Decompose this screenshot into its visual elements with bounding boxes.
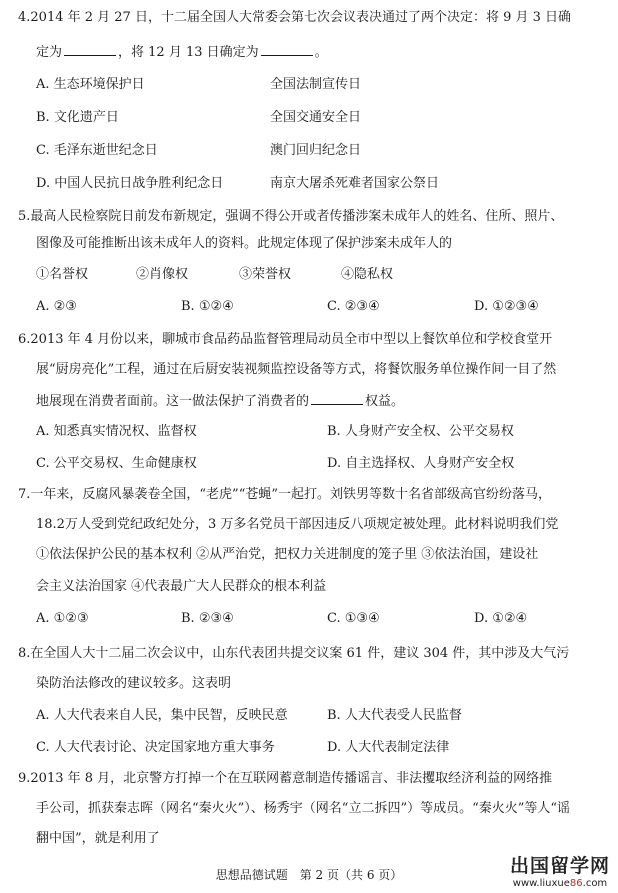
- site-watermark: [510, 851, 610, 889]
- q6-option-b: B. 人身财产安全权、公平交易权: [327, 424, 514, 439]
- q7-option-c: C. ①③④: [327, 611, 380, 626]
- q5-option-a: A. ②③: [36, 299, 77, 314]
- watermark-title: 出国留学网: [509, 855, 610, 877]
- q6-option-c: C. 公平交易权、生命健康权: [36, 456, 197, 471]
- q4-option-a-left: A. 生态环境保护日: [36, 77, 145, 92]
- q4-option-c-right: 澳门回归纪念日: [270, 143, 362, 158]
- q4-option-c-left: C. 毛泽东逝世纪念日: [36, 143, 158, 158]
- q4-stem-text-a: 定为: [36, 45, 63, 60]
- q5-item-2: ②肖像权: [136, 267, 189, 282]
- q9-stem-line2: 手公司，抓获秦志晖（网名“秦火火”）、杨秀宇（网名“立二拆四”）等成员。“秦火火”等人“谣: [36, 801, 571, 816]
- page-footer: 思想品德试题 第 2 页（共 6 页）: [215, 868, 403, 882]
- watermark-url-prefix: www.liuxue: [512, 878, 570, 889]
- q4-option-b-left: B. 文化遗产日: [36, 110, 119, 125]
- q6-stem-text-a: 地展现在消费者面前。这一做法保护了消费者的: [36, 394, 310, 409]
- q4-stem-line1: 4.2014 年 2 月 27 日，十二届全国人大常委会第七次会议表决通过了两个决定：将 9 月 3 日确: [18, 10, 572, 25]
- q8-option-a: A. 人大代表来自人民，集中民智，反映民意: [36, 708, 288, 723]
- q4-option-b-right: 全国交通安全日: [270, 110, 362, 125]
- q6-stem-line3: [36, 392, 404, 410]
- q6-option-a: A. 知悉真实情况权、监督权: [36, 424, 197, 439]
- q9-stem-line3: 翻中国”，就是利用了: [36, 831, 160, 846]
- q7-stem-line1: 7.一年来，反腐风暴袭卷全国，“老虎”“苍蝇”一起打。刘铁男等数十名省部级高官纷纷落马，: [18, 487, 551, 502]
- q7-option-d: D. ①②④: [474, 611, 528, 626]
- watermark-url-suffix: .com: [582, 878, 608, 889]
- q7-option-a: A. ①②③: [36, 611, 89, 626]
- q6-option-d: D. 自主选择权、人身财产安全权: [327, 456, 515, 471]
- q6-stem-line1: 6.2013 年 4 月份以来，聊城市食品药品监督管理局动员全市中型以上餐饮单位和学校食堂开: [18, 332, 553, 347]
- q4-option-d-left: D. 中国人民抗日战争胜利纪念日: [36, 176, 224, 191]
- q7-stem-line2: 18.2万人受到党纪政纪处分，3 万多名党员干部因违反八项规定被处理。此材料说明我们党: [36, 517, 559, 532]
- q5-item-4: ④隐私权: [341, 267, 394, 282]
- q5-option-c: C. ②③④: [327, 299, 380, 314]
- q4-stem-text-c: 。: [314, 45, 328, 60]
- q8-stem-line2: 染防治法修改的建议较多。这表明: [36, 676, 232, 691]
- q4-stem-text-b: ，将 12 月 13 日确定为: [118, 45, 259, 60]
- q5-stem-line1: 5.最高人民检察院日前发布新规定，强调不得公开或者传播涉案未成年人的姓名、住所、照片、: [18, 209, 564, 224]
- q4-stem-line2: [36, 43, 328, 61]
- q5-option-d: D. ①②③④: [474, 299, 539, 314]
- q5-stem-line2: 图像及可能推断出该未成年人的资料。此规定体现了保护涉案未成年人的: [36, 236, 453, 251]
- q6-stem-text-b: 权益。: [365, 394, 405, 409]
- q9-stem-line1: 9.2013 年 8 月，北京警方打掉一个在互联网蓄意制造传播谣言、非法攫取经济利益的网络推: [18, 771, 553, 786]
- answer-blank: [311, 392, 363, 405]
- q5-item-1: ①名誉权: [36, 267, 89, 282]
- q6-stem-line2: 展“厨房亮化”工程，通过在后厨安装视频监控设备等方式，将餐饮服务单位操作间一目了然: [36, 362, 557, 377]
- q8-option-b: B. 人大代表受人民监督: [327, 708, 462, 723]
- q7-stem-line3: ①依法保护公民的基本权利 ②从严治党，把权力关进制度的笼子里 ③依法治国，建设社: [36, 547, 539, 562]
- q4-option-a-right: 全国法制宣传日: [270, 77, 362, 92]
- q4-option-d-right: 南京大屠杀死难者国家公祭日: [270, 176, 440, 191]
- watermark-url: [510, 878, 610, 889]
- q8-stem-line1: 8.在全国人大十二届二次会议中，山东代表团共提交议案 61 件，建议 304 件，其中涉及大气污: [18, 646, 570, 661]
- answer-blank: [261, 43, 313, 56]
- q7-option-b: B. ②③④: [181, 611, 234, 626]
- q7-stem-line4: 会主义法治国家 ④代表最广大人民群众的根本利益: [36, 579, 327, 594]
- q5-option-b: B. ①②④: [181, 299, 234, 314]
- answer-blank: [64, 43, 116, 56]
- q8-option-c: C. 人大代表讨论、决定国家地方重大事务: [36, 740, 275, 755]
- q8-option-d: D. 人大代表制定法律: [327, 740, 450, 755]
- watermark-url-highlight: 86: [569, 878, 583, 889]
- q5-item-3: ③荣誉权: [239, 267, 292, 282]
